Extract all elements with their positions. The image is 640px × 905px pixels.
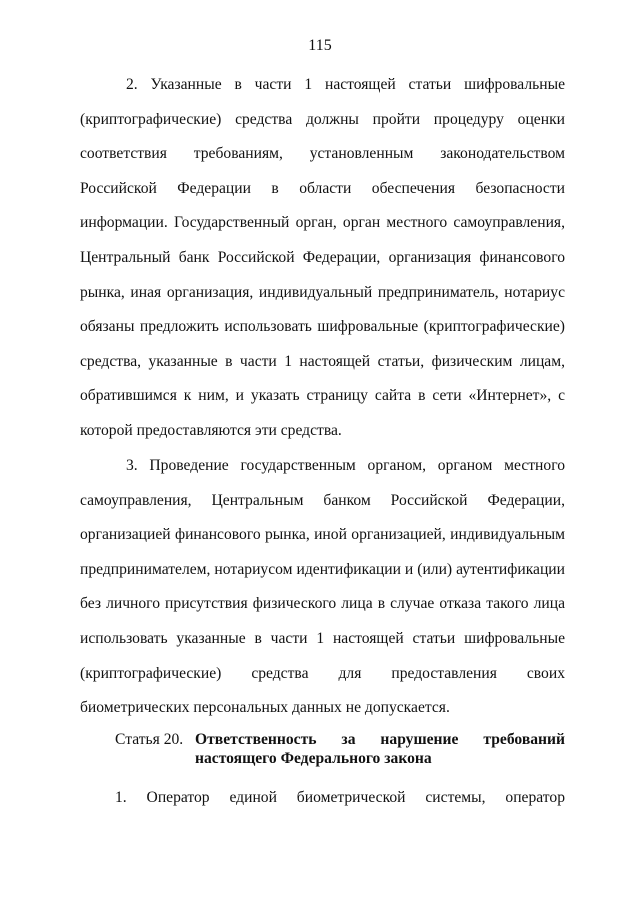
paragraph-2: 2. Указанные в части 1 настоящей статьи шифровальные (криптографические) средства должны пройти процедуру оценки соответствия требованиям, установленным законодательством Российской Федерации в области обеспечения безопасности информации. Государственный орган, орган местного самоуправления, Центральный банк Российской Федерации, организация финансового рынка, иная организация, индивидуальный предприниматель, нотариус обязаны предложить использовать шифровальные (криптографические) средства, указанные в части 1 настоящей статьи, физическим лицам, обратившимся к ним, и указать страницу сайта в сети «Интернет», с которой предоставляются эти средства.	[80, 76, 565, 439]
paragraph-3-container	[80, 449, 565, 726]
article-title-line-2: настоящего Федерального закона	[195, 750, 432, 767]
page-number: 115	[308, 37, 332, 54]
paragraph-2-container	[80, 68, 565, 449]
article-title	[195, 730, 565, 768]
article-label: Статья 20.	[115, 731, 184, 748]
article-title-line-1: Ответственность за нарушение требований	[195, 731, 565, 748]
article-20-point-1: 1. Оператор единой биометрической системы, оператор	[115, 789, 565, 806]
paragraph-3: 3. Проведение государственным органом, органом местного самоуправления, Центральным банком Российской Федерации, организацией финансового рынка, иной организацией, индивидуальным предпринимателем, нотариусом идентификации и (или) аутентификации без личного присутствия физического лица в случае отказа такого лица использовать указанные в части 1 настоящей статьи шифровальные (криптографические) средства для предоставления своих биометрических персональных данных не допускается.	[80, 457, 565, 717]
